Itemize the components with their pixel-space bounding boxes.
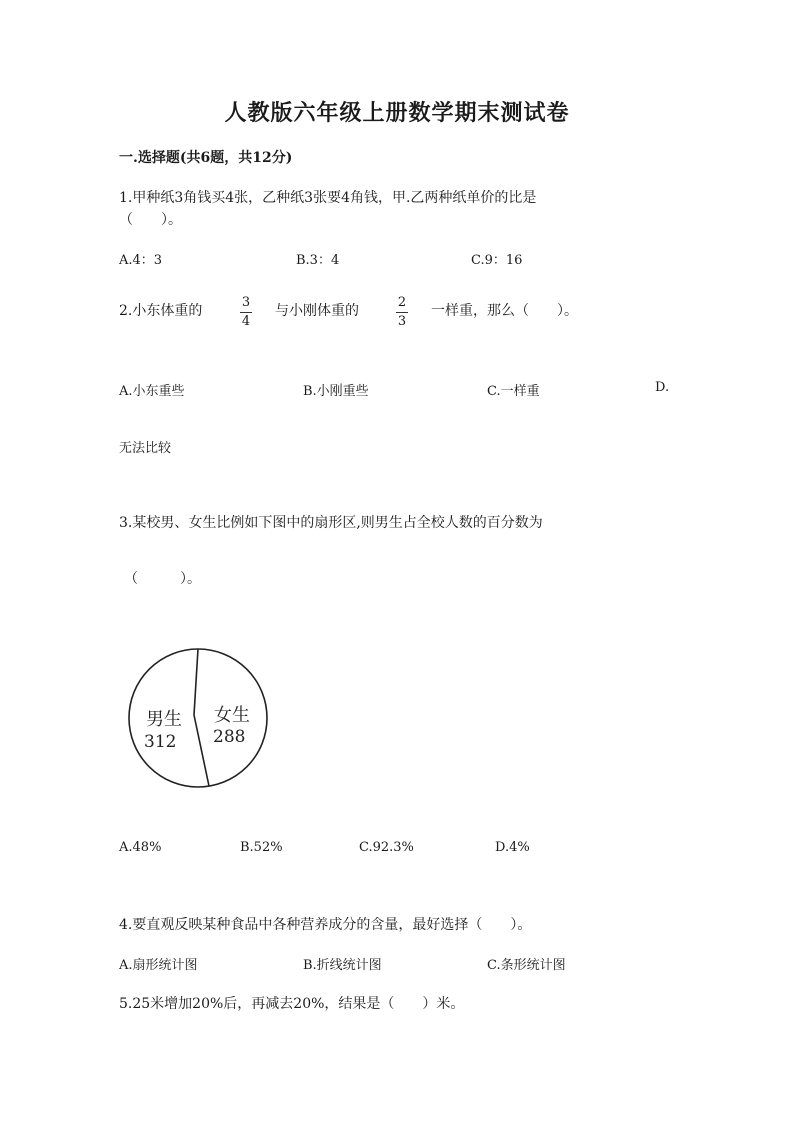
pie-value-boys: 312 [144,732,177,752]
question-3-blank: （ ）。 [124,571,201,587]
question-3-text: 3.某校男、女生比例如下图中的扇形区,则男生占全校人数的百分数为 [119,515,543,531]
fraction-denominator: 4 [241,314,251,329]
pie-value-girls: 288 [213,727,246,747]
page-title: 人教版六年级上册数学期末测试卷 [224,100,570,126]
question-2-option-d-continued: 无法比较 [119,441,172,456]
question-1-option-a: A.4：3 [119,253,163,268]
fraction-numerator: 2 [397,295,407,310]
fraction-denominator: 3 [397,314,407,329]
question-1-text: 1.甲种纸3角钱买4张，乙种纸3张要4角钱，甲.乙两种纸单价的比是 [119,190,537,206]
question-4-text: 4.要直观反映某种食品中各种营养成分的含量，最好选择（ ）。 [119,917,532,933]
question-3-option-a: A.48% [119,840,162,855]
question-5-text: 5.25米增加20%后，再减去20%，结果是（ ）米。 [119,996,465,1012]
fraction-bar [240,312,252,313]
gender-pie-chart [120,645,275,795]
section-heading: 一.选择题(共6题，共12分) [119,150,293,166]
question-2-option-d: D. [655,380,670,395]
question-2-option-b: B.小刚重些 [303,384,369,399]
fraction-bar [396,312,408,313]
question-1-option-c: C.9：16 [471,253,523,268]
fraction-three-quarters [240,295,252,330]
question-2-option-a: A.小东重些 [119,384,185,399]
pie-label-boys: 男生 [146,709,182,730]
question-2-text-start: 2.小东体重的 [119,303,203,319]
pie-label-girls: 女生 [214,705,250,726]
fraction-numerator: 3 [241,295,251,310]
question-1-blank: （ ）。 [119,212,182,228]
question-1-option-b: B.3：4 [296,253,340,268]
fraction-two-thirds [396,295,408,330]
question-3-option-b: B.52% [240,840,283,855]
question-3-option-c: C.92.3% [359,840,414,855]
question-2-text-middle: 与小刚体重的 [275,303,359,319]
question-4-option-b: B.折线统计图 [303,958,382,973]
question-3-option-d: D.4% [495,840,530,855]
question-4-option-a: A.扇形统计图 [119,958,198,973]
question-2-text-end: 一样重，那么（ ）。 [431,303,578,319]
question-4-option-c: C.条形统计图 [487,958,566,973]
question-2-option-c: C.一样重 [487,384,540,399]
